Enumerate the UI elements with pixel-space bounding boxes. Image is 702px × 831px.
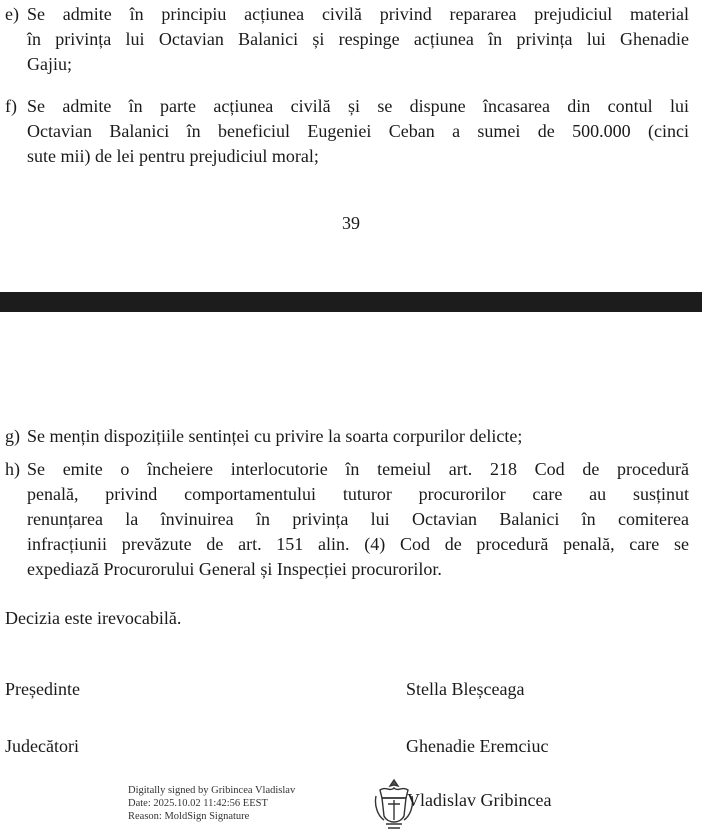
digital-signature-reason: Reason: MoldSign Signature [128, 811, 250, 822]
digital-signature-signer: Digitally signed by Gribincea Vladislav [128, 785, 296, 796]
paragraph-line: Se admite în parte acțiunea civilă și se dispune încasarea din contul lui [27, 96, 689, 116]
paragraph-marker: e) [5, 4, 19, 24]
paragraph-line: Se mențin dispozițiile sentinței cu privire la soarta corpurilor delicte; [27, 426, 523, 446]
paragraph-g [5, 424, 689, 449]
paragraph-line: expediază Procurorului General și Inspecției procurorilor. [27, 559, 442, 579]
judge-name: Vladislav Gribincea [407, 790, 552, 810]
paragraph-line: Se emite o încheiere interlocutorie în temeiul art. 218 Cod de procedură [27, 459, 689, 479]
page-separator [0, 292, 702, 312]
paragraph-marker: g) [5, 426, 20, 446]
digital-signature-date: Date: 2025.10.02 11:42:56 EEST [128, 798, 268, 809]
judge-name: Ghenadie Eremciuc [406, 736, 549, 756]
judges-label: Judecători [5, 736, 79, 756]
paragraph-line: Gajiu; [27, 54, 72, 74]
paragraph-line: infracțiunii prevăzute de art. 151 alin. (4) Cod de procedură penală, care se [27, 534, 689, 554]
paragraph-h [5, 457, 689, 582]
president-name: Stella Bleșceaga [406, 679, 525, 699]
page-number: 39 [342, 213, 360, 233]
paragraph-line: renunțarea la învinuirea în privința lui Octavian Balanici în comiterea [27, 509, 689, 529]
digital-signature-info [128, 784, 378, 823]
paragraph-f [5, 94, 689, 169]
paragraph-marker: f) [5, 96, 17, 116]
paragraph-marker: h) [5, 459, 20, 479]
paragraph-line: Octavian Balanici în beneficiul Eugeniei Ceban a sumei de 500.000 (cinci [27, 121, 689, 141]
paragraph-line: Se admite în principiu acțiunea civilă privind repararea prejudiciul material [27, 4, 689, 24]
paragraph-line: penală, privind comportamentului tuturor procurorilor care au susținut [27, 484, 689, 504]
paragraph-line: în privința lui Octavian Balanici și respinge acțiunea în privința lui Ghenadie [27, 29, 689, 49]
president-label: Președinte [5, 679, 80, 699]
paragraph-e [5, 2, 689, 77]
decision-statement: Decizia este irevocabilă. [5, 608, 182, 628]
paragraph-line: sute mii) de lei pentru prejudiciul moral; [27, 146, 319, 166]
